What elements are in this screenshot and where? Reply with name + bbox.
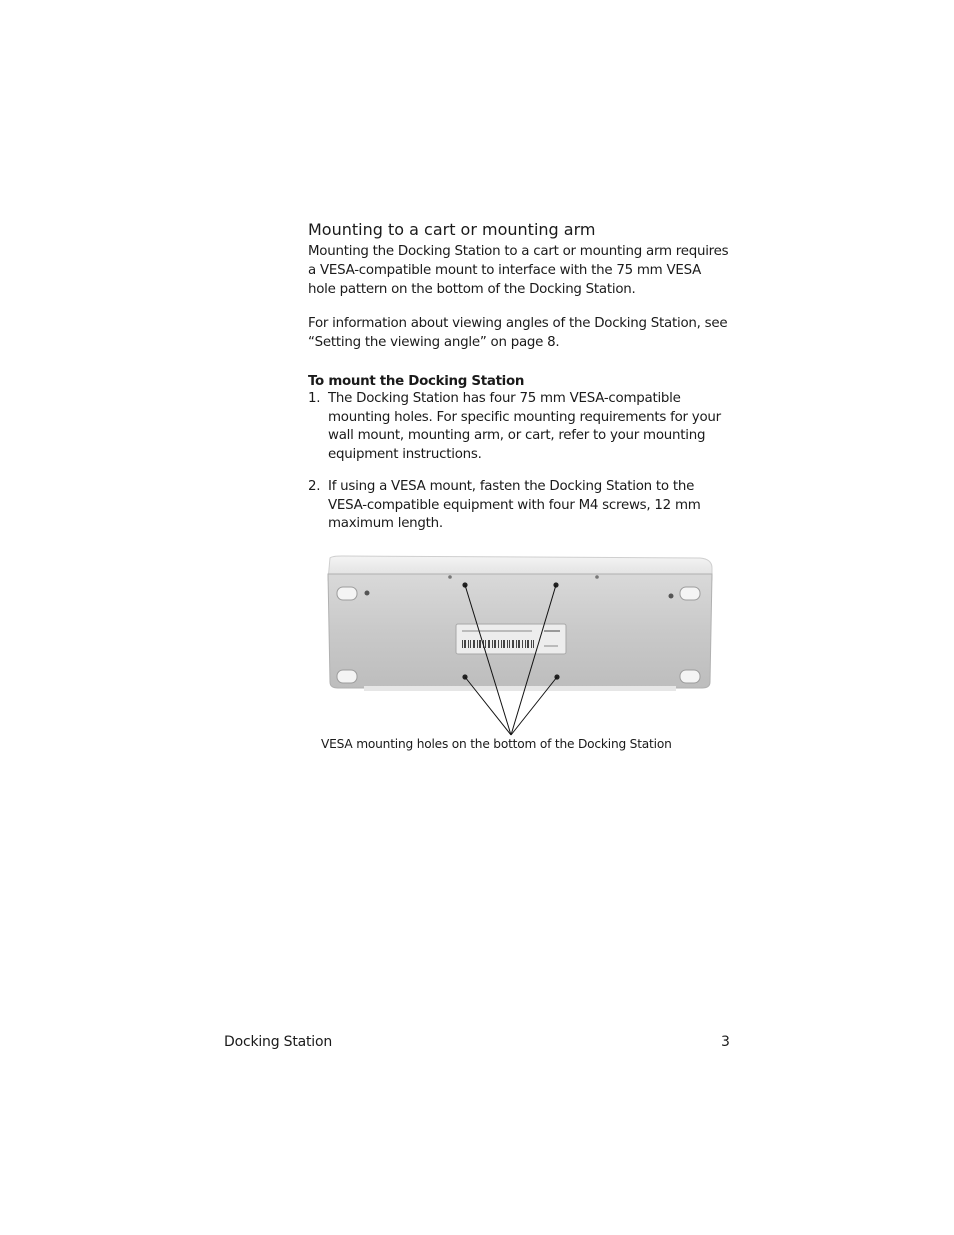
page-number: 3 [721,1034,730,1050]
docking-station-illustration [318,550,718,740]
step-number: 1. [308,391,321,406]
procedure-step-2 [308,478,732,534]
figure-caption: VESA mounting holes on the bottom of the Docking Station [321,737,672,751]
footer-title: Docking Station [224,1034,333,1050]
procedure-step-1 [308,390,732,465]
procedure-title: To mount the Docking Station [308,374,525,389]
step-number: 2. [308,479,321,494]
docking-station-bottom-figure [318,550,718,740]
step-text: If using a VESA mount, fasten the Docking Station to the VESA-compatible equipment with four M4 screws, 12 mm maximum length. [328,479,701,532]
step-text: The Docking Station has four 75 mm VESA-compatible mounting holes. For specific mounting requirements for your wall mount, mounting arm, or cart, refer to your mounting equipment instructions. [328,391,721,463]
section-heading: Mounting to a cart or mounting arm [308,220,596,239]
viewing-angle-paragraph: For information about viewing angles of the Docking Station, see “Setting the viewing angle” on page 8. [308,316,728,350]
intro-paragraph: Mounting the Docking Station to a cart or mounting arm requires a VESA-compatible mount to interface with the 75 mm VESA hole pattern on the bottom of the Docking Station. [308,244,729,297]
